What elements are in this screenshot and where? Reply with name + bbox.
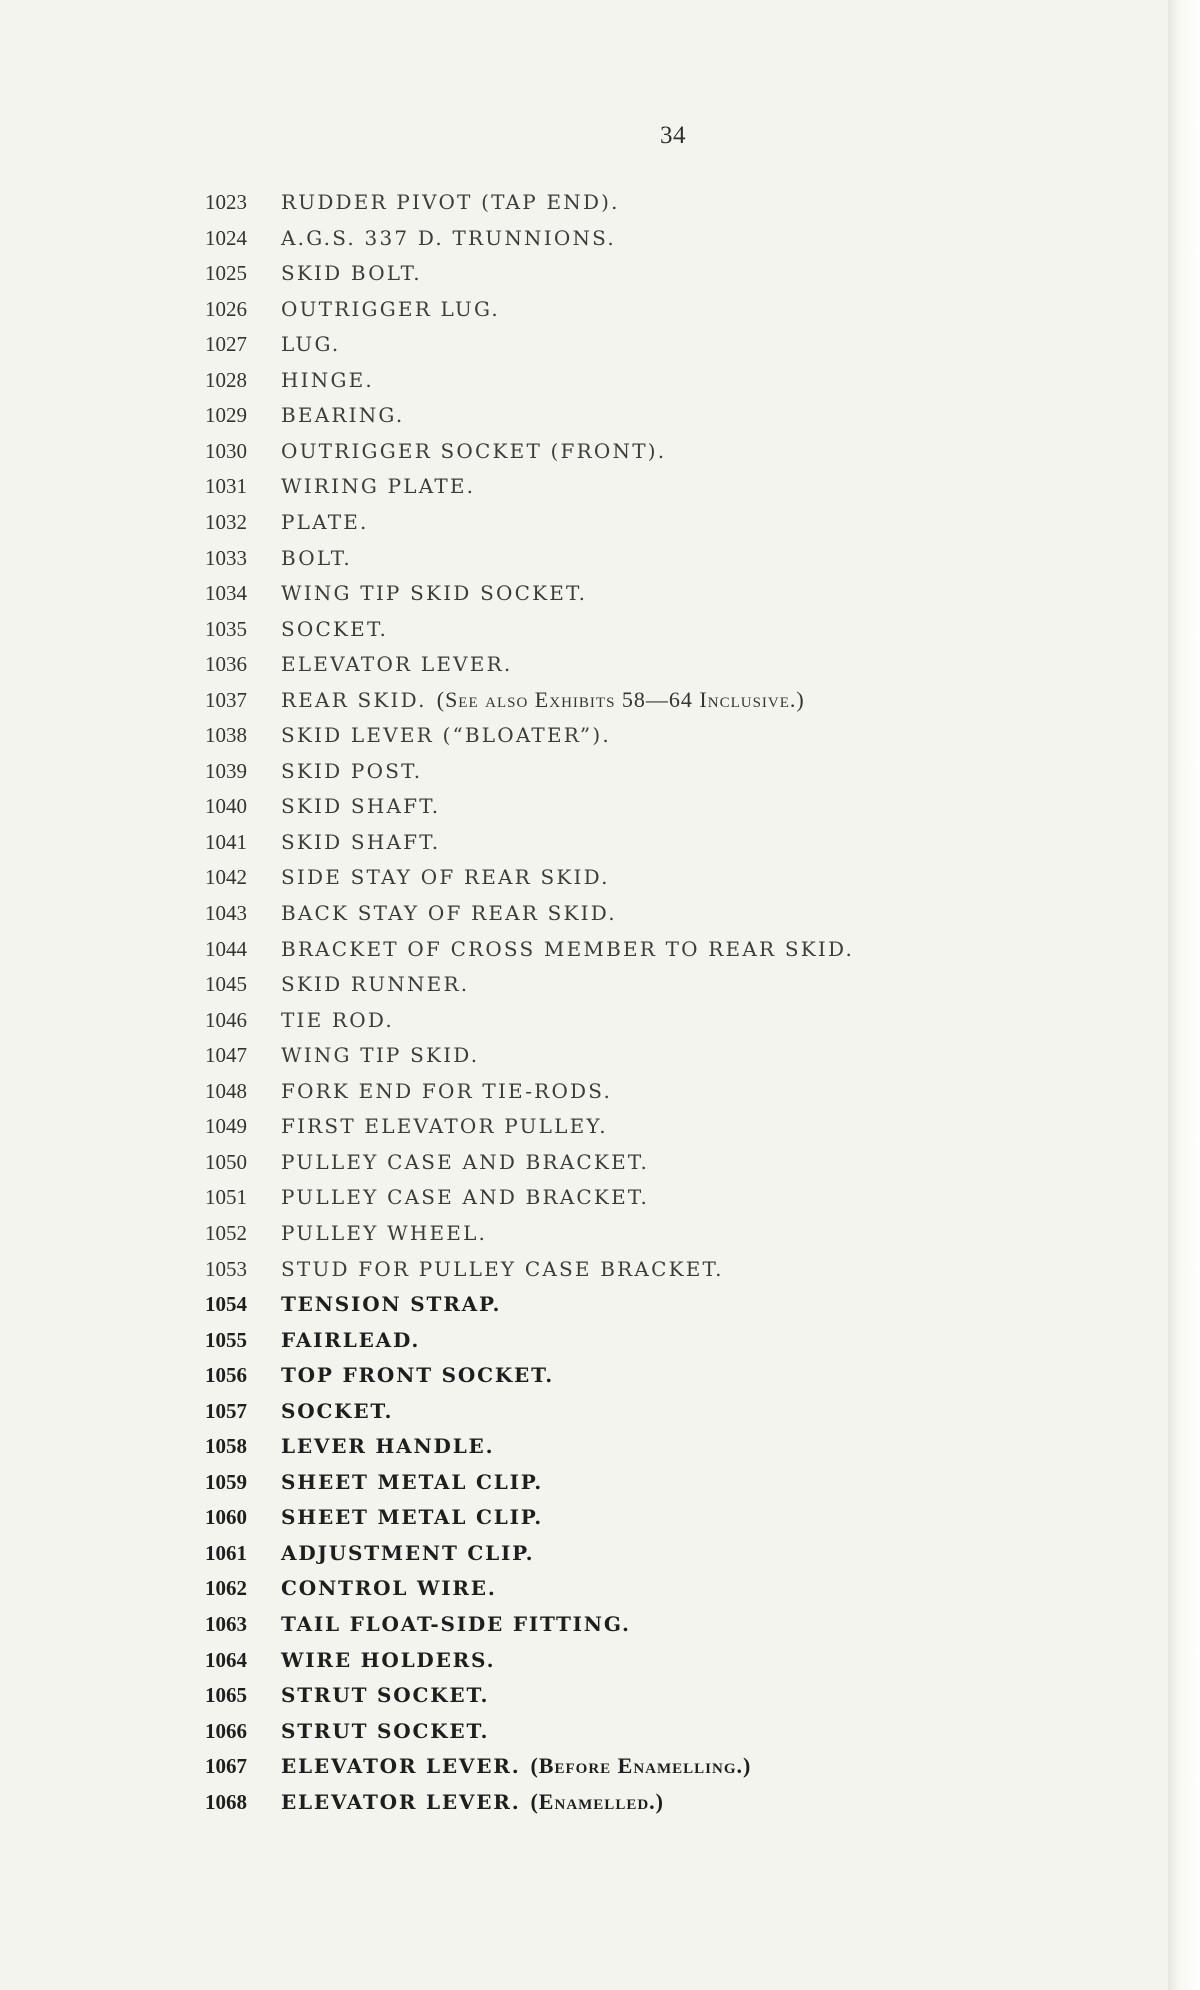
exhibit-name	[281, 1502, 543, 1532]
exhibit-name	[281, 862, 610, 892]
exhibit-name-text: SOCKET.	[281, 616, 389, 641]
exhibit-name	[281, 365, 374, 395]
exhibit-name-text: SHEET METAL CLIP.	[281, 1469, 544, 1494]
exhibit-number: 1029	[205, 403, 247, 428]
exhibit-number: 1056	[205, 1363, 247, 1388]
exhibit-number: 1040	[205, 794, 247, 819]
exhibit-number: 1061	[205, 1540, 247, 1565]
exhibit-name-text: SOCKET.	[281, 1398, 394, 1423]
exhibit-name-text: PULLEY CASE AND BRACKET.	[281, 1185, 650, 1210]
exhibit-number: 1044	[205, 936, 247, 961]
exhibit-name	[281, 1325, 420, 1355]
exhibit-number: 1054	[205, 1292, 247, 1316]
exhibit-note: (Enamelled.)	[530, 1788, 664, 1814]
exhibit-name	[281, 1467, 543, 1497]
exhibit-name	[281, 1147, 649, 1177]
exhibit-number: 1049	[205, 1114, 247, 1139]
exhibit-name	[281, 1076, 612, 1106]
exhibit-name	[281, 1289, 501, 1319]
exhibit-number: 1038	[205, 723, 247, 748]
exhibit-name	[281, 1254, 724, 1284]
exhibit-name-text: PLATE.	[281, 509, 369, 534]
exhibit-number: 1065	[205, 1683, 247, 1708]
exhibit-number: 1055	[205, 1327, 247, 1352]
exhibit-number: 1062	[205, 1576, 247, 1601]
exhibit-number: 1041	[205, 829, 247, 854]
exhibit-name-text: LEVER HANDLE.	[281, 1434, 495, 1459]
exhibit-name-text: SKID SHAFT.	[281, 829, 441, 854]
exhibit-name	[281, 898, 617, 928]
exhibit-name	[281, 1716, 489, 1746]
exhibit-name	[281, 1609, 631, 1639]
exhibit-number: 1039	[205, 758, 247, 783]
exhibit-name-text: TIE ROD.	[281, 1007, 394, 1032]
exhibit-name	[281, 934, 854, 964]
exhibit-name	[281, 791, 440, 821]
exhibit-number: 1024	[205, 225, 247, 250]
exhibit-name	[281, 1573, 497, 1603]
exhibit-number: 1036	[205, 652, 247, 677]
exhibit-number: 1048	[205, 1078, 247, 1103]
exhibit-number: 1025	[205, 261, 247, 286]
exhibit-number: 1046	[205, 1007, 247, 1032]
exhibit-name	[281, 543, 352, 573]
exhibit-number: 1047	[205, 1043, 247, 1068]
exhibit-name-text: BACK STAY OF REAR SKID.	[281, 901, 617, 925]
page-number: 34	[660, 122, 686, 149]
exhibit-name	[281, 614, 388, 644]
exhibit-name	[281, 1396, 393, 1426]
exhibit-name-text: TOP FRONT SOCKET.	[281, 1363, 554, 1388]
exhibit-name-text: FAIRLEAD.	[281, 1327, 421, 1352]
exhibit-number: 1027	[205, 332, 247, 357]
exhibit-name	[281, 685, 805, 715]
exhibit-name-text: OUTRIGGER LUG.	[281, 296, 500, 321]
exhibit-number: 1042	[205, 865, 247, 890]
exhibit-name-text: WING TIP SKID.	[281, 1043, 480, 1068]
exhibit-note: (See also Exhibits 58—64 Inclusive.)	[436, 686, 805, 712]
exhibit-name	[281, 471, 475, 501]
exhibit-number: 1059	[205, 1469, 247, 1494]
exhibit-number: 1043	[205, 901, 247, 925]
exhibit-number: 1037	[205, 687, 247, 712]
exhibit-number: 1035	[205, 616, 247, 641]
exhibit-name-text: SKID POST.	[281, 758, 423, 783]
exhibit-name	[281, 756, 422, 786]
exhibit-name	[281, 436, 666, 466]
exhibit-name-text: ELEVATOR LEVER.	[281, 1754, 521, 1779]
exhibit-name-text: ADJUSTMENT CLIP.	[281, 1540, 535, 1565]
exhibit-number: 1057	[205, 1398, 247, 1423]
exhibit-name	[281, 258, 422, 288]
exhibit-name-text: SHEET METAL CLIP.	[281, 1505, 544, 1530]
exhibit-name-text: SKID RUNNER.	[281, 972, 470, 997]
exhibit-name	[281, 720, 611, 750]
exhibit-number: 1058	[205, 1434, 247, 1459]
exhibit-name	[281, 223, 616, 253]
exhibit-name	[281, 1787, 664, 1817]
exhibit-name	[281, 1538, 534, 1568]
exhibit-name	[281, 400, 404, 430]
exhibit-number: 1063	[205, 1612, 247, 1636]
exhibit-name-text: BEARING.	[281, 403, 405, 428]
exhibit-name-text: CONTROL WIRE.	[281, 1576, 497, 1601]
exhibit-name-text: FORK END FOR TIE-RODS.	[281, 1078, 613, 1103]
exhibit-number: 1032	[205, 509, 247, 534]
exhibit-name-text: OUTRIGGER SOCKET (FRONT).	[281, 438, 667, 463]
exhibit-name-text: WIRING PLATE.	[281, 474, 476, 499]
exhibit-name	[281, 294, 500, 324]
exhibit-name-text: PULLEY CASE AND BRACKET.	[281, 1149, 650, 1174]
exhibit-name	[281, 1645, 495, 1675]
exhibit-name-text: FIRST ELEVATOR PULLEY.	[281, 1114, 608, 1139]
exhibit-name	[281, 1360, 554, 1390]
exhibit-name	[281, 1680, 489, 1710]
exhibit-name-text: SKID LEVER (“BLOATER”).	[281, 723, 611, 748]
exhibit-name	[281, 1182, 649, 1212]
exhibit-name	[281, 1431, 494, 1461]
exhibit-name-text: ELEVATOR LEVER.	[281, 652, 513, 677]
exhibit-name	[281, 969, 469, 999]
exhibit-number: 1030	[205, 438, 247, 463]
exhibit-name-text: BRACKET OF CROSS MEMBER TO REAR SKID.	[281, 936, 855, 961]
exhibit-note: (Before Enamelling.)	[530, 1753, 752, 1779]
exhibit-number: 1051	[205, 1185, 247, 1210]
exhibit-name-text: ELEVATOR LEVER.	[281, 1789, 521, 1814]
exhibit-number: 1064	[205, 1647, 247, 1672]
exhibit-name-text: SKID SHAFT.	[281, 794, 441, 819]
exhibit-name-text: TENSION STRAP.	[281, 1292, 502, 1316]
exhibit-name-text: WIRE HOLDERS.	[281, 1647, 496, 1672]
exhibit-number: 1028	[205, 367, 247, 392]
exhibit-number: 1031	[205, 474, 247, 499]
exhibit-name-text: STRUT SOCKET.	[281, 1718, 490, 1743]
exhibit-name-text: A.G.S. 337 D. TRUNNIONS.	[281, 225, 616, 250]
exhibit-number: 1053	[205, 1256, 247, 1281]
exhibit-name-text: HINGE.	[281, 367, 374, 392]
exhibit-name-text: STRUT SOCKET.	[281, 1683, 490, 1708]
exhibit-name-text: REAR SKID.	[281, 687, 427, 712]
exhibit-number: 1060	[205, 1505, 247, 1530]
exhibit-name	[281, 1005, 394, 1035]
exhibit-number: 1045	[205, 972, 247, 997]
exhibit-name	[281, 187, 620, 217]
exhibit-name-text: WING TIP SKID SOCKET.	[281, 581, 588, 605]
exhibit-name-text: RUDDER PIVOT (TAP END).	[281, 190, 620, 214]
exhibit-name-text: BOLT.	[281, 545, 352, 570]
exhibit-name	[281, 649, 512, 679]
exhibit-number: 1034	[205, 581, 247, 605]
exhibit-name-text: SKID BOLT.	[281, 261, 422, 286]
exhibit-name	[281, 1751, 751, 1781]
page-edge	[1168, 0, 1200, 1990]
exhibit-name	[281, 578, 587, 608]
exhibit-name-text: LUG.	[281, 332, 341, 357]
exhibit-number: 1066	[205, 1718, 247, 1743]
exhibit-name	[281, 1040, 479, 1070]
exhibit-name-text: TAIL FLOAT-SIDE FITTING.	[281, 1612, 631, 1636]
exhibit-number: 1026	[205, 296, 247, 321]
exhibit-number: 1067	[205, 1754, 247, 1779]
exhibit-name	[281, 507, 369, 537]
exhibit-name	[281, 1218, 487, 1248]
exhibit-name-text: SIDE STAY OF REAR SKID.	[281, 865, 610, 890]
exhibit-name-text: PULLEY WHEEL.	[281, 1220, 488, 1245]
exhibit-number: 1068	[205, 1789, 247, 1814]
exhibit-name-text: STUD FOR PULLEY CASE BRACKET.	[281, 1256, 724, 1281]
exhibit-number: 1052	[205, 1220, 247, 1245]
exhibit-name	[281, 329, 340, 359]
exhibit-name	[281, 827, 440, 857]
exhibit-number: 1023	[205, 190, 247, 214]
exhibit-name	[281, 1111, 608, 1141]
exhibit-number: 1033	[205, 545, 247, 570]
exhibit-number: 1050	[205, 1149, 247, 1174]
